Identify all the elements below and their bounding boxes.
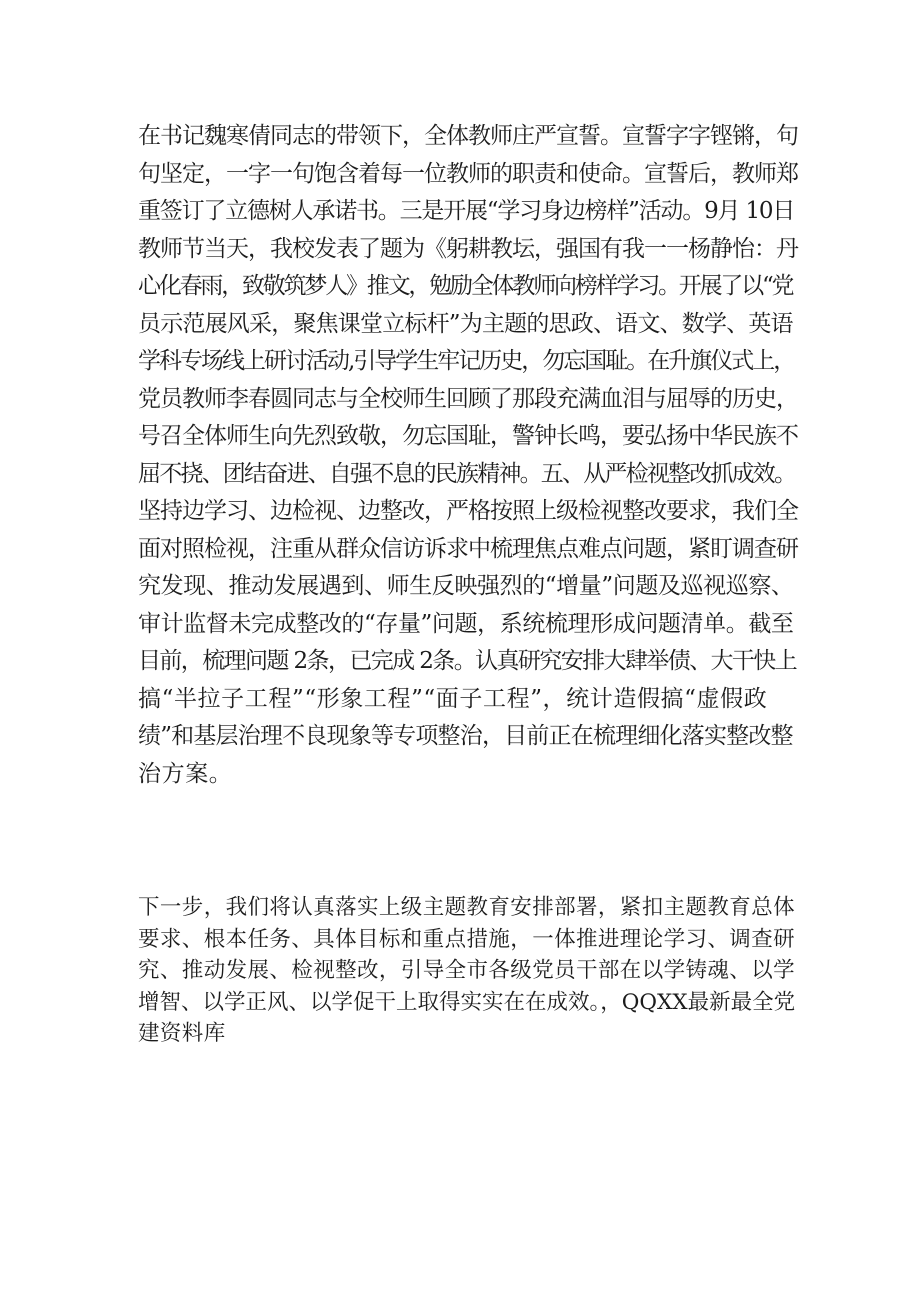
paragraph-1: [138, 118, 798, 793]
paragraph-1-line: 号召全体师生向先烈致敬，勿忘国耻，警钟长鸣，要弘扬中华民族不: [138, 423, 798, 449]
paragraph-2-line: 建资料库: [138, 1021, 226, 1046]
paragraph-2-line: 下一步，我们将认真落实上级主题教育安排部署，紧扣主题教育总体: [138, 895, 796, 920]
paragraph-1-line: 句坚定，一字一句饱含着每一位教师的职责和使命。宣誓后，教师郑: [138, 160, 798, 187]
paragraph-1-line: 治方案。: [138, 760, 233, 787]
paragraph-1-line: 目前，梳理问题 2条，已完成 2条。认真研究安排大肆举债、大干快上: [138, 648, 797, 674]
paragraph-1-line: 绩”和基层治理不良现象等专项整治，目前正在梳理细化落实整改整: [138, 723, 793, 749]
paragraph-1-line: 在书记魏寒倩同志的带领下，全体教师庄严宣誓。宣誓字字铿锵，句: [138, 123, 798, 149]
paragraph-2-line: 要求、根本任务、具体目标和重点措施，一体推进理论学习、调查研: [138, 926, 796, 952]
paragraph-1-line: 重签订了立德树人承诺书。三是开展“学习身边榜样”活动。9月 10日: [138, 198, 795, 224]
paragraph-1-line: 面对照检视，注重从群众信访诉求中梳理焦点难点问题，紧盯调查研: [138, 535, 798, 562]
paragraph-1-line: 屈不挠、团结奋进、自强不息的民族精神。五、从严检视整改抓成效。: [138, 460, 796, 487]
paragraph-2: [138, 892, 798, 1050]
paragraph-1-line: 学科专场线上研讨活动,引导学生牢记历史，勿忘国耻。在升旗仪式上，: [138, 348, 795, 374]
paragraph-1-line: 究发现、推动发展遇到、师生反映强烈的“增量”问题及巡视巡察、: [138, 573, 794, 599]
paragraph-1-line: 员示范展风采，聚焦课堂立标杆”为主题的思政、语文、数学、英语: [138, 310, 793, 337]
paragraph-2-line: 究、推动发展、检视整改，引导全市各级党员干部在以学铸魂、以学: [138, 958, 796, 983]
paragraph-1-line: 搞“半拉子工程”“形象工程”“面子工程”，统计造假搞“虚假政: [138, 685, 768, 712]
paragraph-1-line: 心化春雨，致敬筑梦人》推文，勉励全体教师向榜样学习。开展了以“党: [138, 273, 793, 299]
paragraph-1-line: 审计监督未完成整改的“存量”问题，系统梳理形成问题清单。截至: [138, 610, 794, 637]
paragraph-2-line: 增智、以学正风、以学促干上取得实实在在成效。，QQXX最新最全党: [138, 989, 796, 1015]
paragraph-1-line: 党员教师李春圆同志与全校师生回顾了那段充满血泪与屈辱的历史，: [138, 385, 798, 412]
paragraph-1-line: 教师节当天，我校发表了题为《躬耕教坛，强国有我一一杨静怡：丹: [138, 235, 798, 262]
paragraph-1-line: 坚持边学习、边检视、边整改，严格按照上级检视整改要求，我们全: [138, 498, 798, 524]
